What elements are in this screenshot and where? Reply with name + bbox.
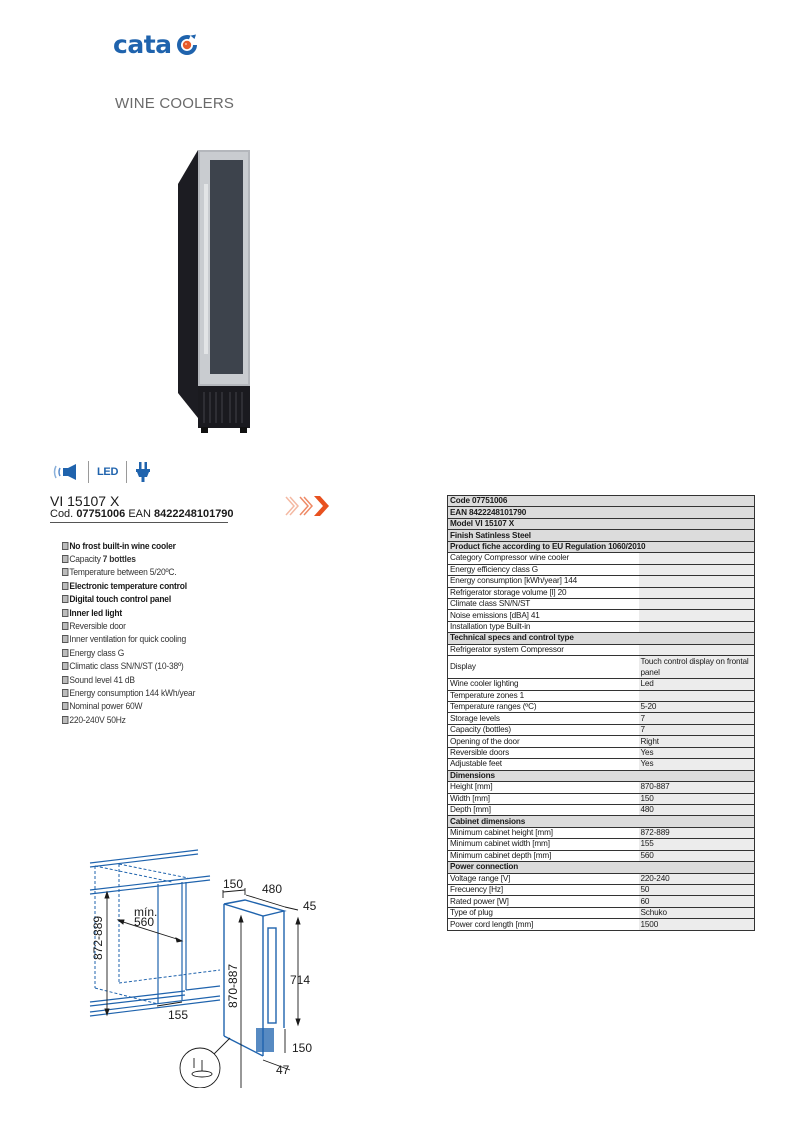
spec-row <box>448 598 755 609</box>
spec-value: 560 <box>639 850 755 861</box>
spec-row <box>448 736 755 747</box>
spec-row <box>448 793 755 804</box>
spec-row <box>448 564 755 575</box>
spec-label: Temperature ranges (ºC) <box>448 702 639 713</box>
bullet-icon <box>62 582 68 590</box>
spec-header-label: Dimensions <box>448 770 755 781</box>
spec-label: Refrigerator storage volume [l] 20 <box>448 587 639 598</box>
spec-label: Climate class SN/N/ST <box>448 598 639 609</box>
feature-item: Nominal power 60W <box>62 700 195 713</box>
dim-door-height: 714 <box>290 973 311 987</box>
spec-label: Type of plug <box>448 907 639 918</box>
spec-value <box>639 621 755 632</box>
spec-label: Refrigerator system Compressor <box>448 644 639 655</box>
spec-row <box>448 576 755 587</box>
feature-item: 220-240V 50Hz <box>62 713 195 726</box>
spec-header-label: Cabinet dimensions <box>448 816 755 827</box>
feature-item: Electronic temperature control <box>62 579 195 592</box>
dim-cabinet-width: 155 <box>168 1008 189 1022</box>
spec-header-label: Code 07751006 <box>448 496 755 507</box>
ean-label: EAN <box>128 508 151 520</box>
spec-value: 872-889 <box>639 827 755 838</box>
spec-value: 1500 <box>639 919 755 930</box>
spec-header-label: Model VI 15107 X <box>448 518 755 529</box>
spec-row <box>448 827 755 838</box>
spec-label: Reversible doors <box>448 747 639 758</box>
spec-row <box>448 907 755 918</box>
spec-header-row <box>448 507 755 518</box>
spec-label: Energy consumption [kWh/year] 144 <box>448 576 639 587</box>
divider <box>88 461 89 483</box>
spec-value <box>639 598 755 609</box>
spec-row <box>448 644 755 655</box>
spec-row <box>448 656 755 679</box>
ean-value: 8422248101790 <box>154 508 234 520</box>
spec-value: 870-887 <box>639 782 755 793</box>
spec-header-label: Finish Satinless Steel <box>448 530 755 541</box>
spec-row <box>448 839 755 850</box>
spec-header-row <box>448 633 755 644</box>
spec-row <box>448 759 755 770</box>
chevrons-right-icon <box>284 494 330 518</box>
spec-label: Minimum cabinet depth [mm] <box>448 850 639 861</box>
brand-name: cata <box>113 30 172 59</box>
spec-label: Frecuency [Hz] <box>448 885 639 896</box>
model-codes <box>50 508 234 521</box>
feature-item: No frost built-in wine cooler <box>62 539 195 552</box>
spec-row <box>448 804 755 815</box>
spec-value: 60 <box>639 896 755 907</box>
spec-label: Minimum cabinet height [mm] <box>448 827 639 838</box>
spec-label: Storage levels <box>448 713 639 724</box>
spec-value: 50 <box>639 885 755 896</box>
spec-header-row <box>448 541 755 552</box>
spec-row <box>448 610 755 621</box>
bullet-icon <box>62 689 68 697</box>
dim-door-offset: 45 <box>303 899 317 913</box>
spec-value <box>639 610 755 621</box>
cod-label: Cod. <box>50 508 74 520</box>
spec-label: Height [mm] <box>448 782 639 793</box>
model-name: VI 15107 X <box>50 493 120 509</box>
feature-item: Reversible door <box>62 619 195 632</box>
sound-icon <box>52 462 80 482</box>
spec-value: Right <box>639 736 755 747</box>
feature-item: Inner ventilation for quick cooling <box>62 633 195 646</box>
spec-value: 150 <box>639 793 755 804</box>
spec-label: Width [mm] <box>448 793 639 804</box>
spec-value: Yes <box>639 747 755 758</box>
spec-label: Wine cooler lighting <box>448 679 639 690</box>
spec-header-row <box>448 862 755 873</box>
bullet-icon <box>62 676 68 684</box>
spec-table <box>447 495 755 931</box>
spec-value: 7 <box>639 713 755 724</box>
spec-row <box>448 679 755 690</box>
spec-header-label: EAN 8422248101790 <box>448 507 755 518</box>
spec-header-label: Power connection <box>448 862 755 873</box>
feature-item: Energy consumption 144 kWh/year <box>62 686 195 699</box>
spec-row <box>448 702 755 713</box>
spec-header-row <box>448 770 755 781</box>
brand-mark-icon <box>175 33 199 57</box>
spec-value: Yes <box>639 759 755 770</box>
led-icon: LED <box>97 466 119 478</box>
spec-value <box>639 564 755 575</box>
spec-label: Noise emissions [dBA] 41 <box>448 610 639 621</box>
spec-label: Energy efficiency class G <box>448 564 639 575</box>
spec-value: 7 <box>639 724 755 735</box>
bullet-icon <box>62 568 68 576</box>
spec-row <box>448 919 755 930</box>
spec-row <box>448 885 755 896</box>
spec-row <box>448 621 755 632</box>
bullet-icon <box>62 595 68 603</box>
spec-value <box>639 553 755 564</box>
divider <box>126 461 127 483</box>
dim-plinth-height: 150 <box>292 1041 313 1055</box>
feature-item: Capacity 7 bottles <box>62 552 195 565</box>
dim-unit-height: 870-887 <box>226 963 240 1008</box>
bullet-icon <box>62 542 68 550</box>
spec-label: Opening of the door <box>448 736 639 747</box>
spec-row <box>448 850 755 861</box>
feature-icons <box>52 461 151 483</box>
dim-plinth-depth: 47 <box>276 1063 290 1077</box>
spec-row <box>448 896 755 907</box>
spec-value <box>639 587 755 598</box>
plug-icon <box>135 461 151 483</box>
spec-value: 480 <box>639 804 755 815</box>
spec-value <box>639 690 755 701</box>
spec-label: Capacity (bottles) <box>448 724 639 735</box>
spec-label: Installation type Built-in <box>448 621 639 632</box>
feature-item: Climatic class SN/N/ST (10-38º) <box>62 660 195 673</box>
spec-header-row <box>448 496 755 507</box>
spec-value: Led <box>639 679 755 690</box>
spec-label: Rated power [W] <box>448 896 639 907</box>
spec-label: Category Compressor wine cooler <box>448 553 639 564</box>
bullet-icon <box>62 555 68 563</box>
spec-label: Display <box>448 656 639 679</box>
spec-label: Temperature zones 1 <box>448 690 639 701</box>
feature-item: Digital touch control panel <box>62 593 195 606</box>
bullet-icon <box>62 716 68 724</box>
spec-label: Power cord length [mm] <box>448 919 639 930</box>
spec-value: Touch control display on frontal panel <box>639 656 755 679</box>
feature-item: Temperature between 5/20ºC. <box>62 566 195 579</box>
spec-row <box>448 873 755 884</box>
bullet-icon <box>62 649 68 657</box>
spec-row <box>448 553 755 564</box>
spec-value <box>639 644 755 655</box>
bullet-icon <box>62 702 68 710</box>
cod-value: 07751006 <box>76 508 126 520</box>
product-photo <box>170 148 255 438</box>
spec-value: 220-240 <box>639 873 755 884</box>
bullet-icon <box>62 609 68 617</box>
dim-cabinet-height: 872-889 <box>91 915 105 960</box>
spec-label: Voltage range [V] <box>448 873 639 884</box>
spec-header-label: Technical specs and control type <box>448 633 755 644</box>
installation-diagram <box>80 838 330 1088</box>
spec-label: Adjustable feet <box>448 759 639 770</box>
brand-logo <box>113 32 199 57</box>
bullet-icon <box>62 662 68 670</box>
bullet-icon <box>62 635 68 643</box>
spec-header-label: Product fiche according to EU Regulation 1060/2010 <box>448 541 755 552</box>
model-block <box>50 493 234 523</box>
spec-value: Schuko <box>639 907 755 918</box>
spec-row <box>448 587 755 598</box>
dim-cabinet-depth-prefix: mín. <box>134 905 158 919</box>
section-title: WINE COOLERS <box>115 95 235 112</box>
features-list <box>62 539 207 726</box>
spec-row <box>448 724 755 735</box>
spec-row <box>448 713 755 724</box>
spec-header-row <box>448 816 755 827</box>
spec-value: 5-20 <box>639 702 755 713</box>
dim-unit-depth: 480 <box>262 882 283 896</box>
bullet-icon <box>62 622 68 630</box>
spec-row <box>448 747 755 758</box>
spec-value: 155 <box>639 839 755 850</box>
spec-header-row <box>448 530 755 541</box>
spec-label: Depth [mm] <box>448 804 639 815</box>
feature-item: Inner led light <box>62 606 195 619</box>
spec-header-row <box>448 518 755 529</box>
spec-row <box>448 690 755 701</box>
spec-value <box>639 576 755 587</box>
spec-label: Minimum cabinet width [mm] <box>448 839 639 850</box>
dim-cabinet-depth: 560 <box>134 915 155 929</box>
feature-item: Sound level 41 dB <box>62 673 195 686</box>
feature-item: Energy class G <box>62 646 195 659</box>
dim-unit-width: 150 <box>223 877 244 891</box>
spec-row <box>448 782 755 793</box>
